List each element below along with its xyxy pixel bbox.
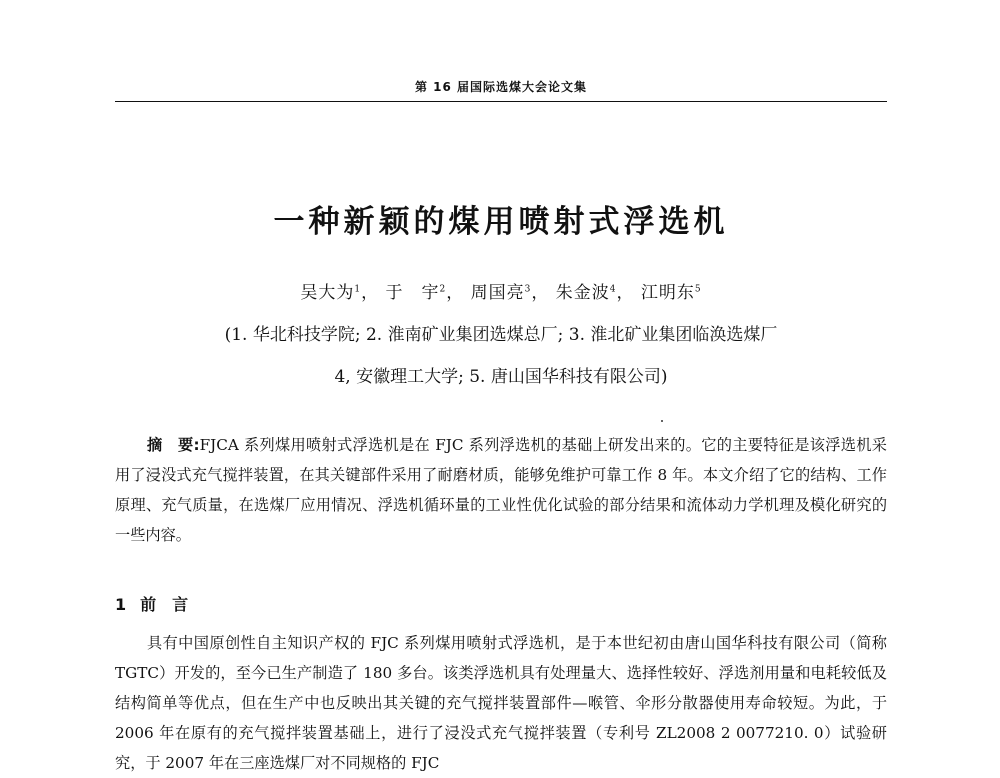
author-separator: ，: [531, 283, 550, 303]
author-name: 于 宇: [385, 283, 440, 303]
author-name: 江明东: [640, 283, 695, 303]
author-separator: ，: [446, 283, 465, 303]
abstract-label: 摘 要:: [147, 436, 200, 454]
author-affil-number: 1: [354, 284, 362, 295]
running-header: 第 16 届国际选煤大会论文集: [414, 80, 588, 94]
author-list: [115, 278, 887, 303]
author-separator: ，: [361, 283, 380, 303]
author-affil-number: 5: [694, 284, 702, 295]
author-name: 周国亮: [470, 283, 525, 303]
author-name: 朱金波: [555, 283, 610, 303]
affiliation-line-2: 4, 安徽理工大学; 5. 唐山国华科技有限公司): [334, 367, 668, 387]
author-separator: ，: [616, 283, 635, 303]
section-title: 前 言: [140, 595, 189, 614]
author-affil-number: 4: [609, 284, 617, 295]
paper-title: 一种新颖的煤用喷射式浮选机: [273, 204, 729, 240]
abstract: [115, 430, 887, 550]
intro-section: [115, 628, 903, 778]
intro-paragraph: 具有中国原创性自主知识产权的 FJC 系列煤用喷射式浮选机，是于本世纪初由唐山国华科技有限公司（简称 TGTC）开发的，至今已生产制造了 180 多台。该类浮选机具有处理量大、选择性较好、浮选剂用量和电耗较低及结构简单等优点，但在生产中也反映出其关键的充气搅拌装置部件—喉管、伞形分散器使用寿命较短。为此，于 2006 年在原有的充气搅拌装置基础上，进行了浸没式充气搅拌装置（专利号 ZL2008 2 0077210. 0）试验研究，于 2007 年在三座选煤厂对不同规格的 FJC: [115, 634, 903, 772]
section-heading: [115, 592, 188, 615]
author-affil-number: 3: [524, 284, 532, 295]
section-number: 1: [115, 595, 127, 614]
abstract-text: FJCA 系列煤用喷射式浮选机是在 FJC 系列浮选机的基础上研发出来的。它的主要特征是该浮选机采用了浸没式充气搅拌装置，在其关键部件采用了耐磨材质，能够免维护可靠工作 8 年。本文介绍了它的结构、工作原理、充气质量，在选煤厂应用情况、浮选机循环量的工业性优化试验的部分结果和流体动力学机理及模化研究的一些内容。: [115, 436, 887, 544]
header-rule: [115, 101, 887, 102]
stray-dot: [661, 420, 663, 422]
affiliation-line-1: (1. 华北科技学院; 2. 淮南矿业集团选煤总厂; 3. 淮北矿业集团临涣选煤厂: [224, 325, 778, 345]
author-name: 吴大为: [300, 283, 355, 303]
author-affil-number: 2: [439, 284, 447, 295]
